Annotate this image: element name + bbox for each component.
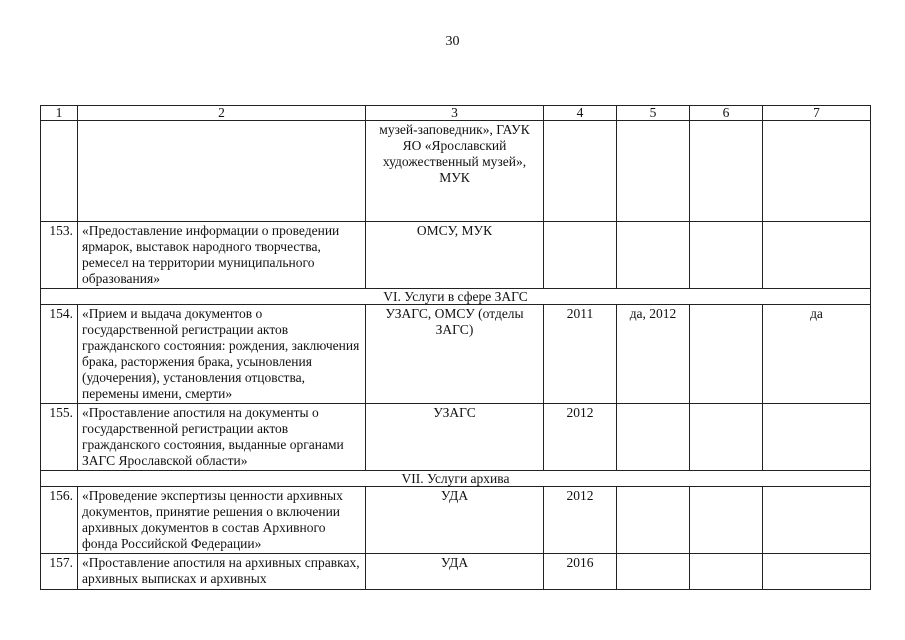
service-name	[78, 305, 366, 404]
section-title: VI. Услуги в сфере ЗАГС	[41, 289, 871, 305]
col5-cell-text: да, 2012	[629, 306, 677, 321]
col6-cell	[690, 222, 763, 289]
col6-cell	[690, 554, 763, 590]
col5-cell	[617, 487, 690, 554]
row-number-text: 154.	[49, 306, 73, 321]
service-name	[78, 404, 366, 471]
table-row	[41, 404, 871, 471]
row-number	[41, 305, 78, 404]
col6-cell	[690, 487, 763, 554]
column-header-7: 7	[763, 106, 871, 121]
service-name	[78, 121, 366, 222]
column-header-6: 6	[690, 106, 763, 121]
column-header-5: 5	[617, 106, 690, 121]
row-number-text: 156.	[49, 488, 73, 503]
table-body	[41, 106, 871, 590]
column-header-2: 2	[78, 106, 366, 121]
column-header-3: 3	[366, 106, 544, 121]
year-cell	[544, 222, 617, 289]
col5-cell	[617, 222, 690, 289]
col7-cell-text: да	[810, 306, 823, 321]
col7-cell	[763, 554, 871, 590]
row-number	[41, 404, 78, 471]
section-header-row	[41, 289, 871, 305]
table-row	[41, 222, 871, 289]
year-cell-text: 2011	[566, 306, 594, 321]
row-number	[41, 222, 78, 289]
year-cell	[544, 554, 617, 590]
provider	[366, 305, 544, 404]
provider-text: УЗАГС	[433, 405, 476, 420]
column-header-4: 4	[544, 106, 617, 121]
provider-text: ОМСУ, МУК	[416, 223, 493, 238]
services-table	[40, 105, 871, 590]
column-header-1: 1	[41, 106, 78, 121]
row-number	[41, 121, 78, 222]
table-header-row	[41, 106, 871, 121]
col7-cell	[763, 487, 871, 554]
year-cell-text: 2016	[566, 555, 594, 570]
table-row	[41, 554, 871, 590]
row-number	[41, 554, 78, 590]
year-cell-text: 2012	[566, 405, 594, 420]
col5-cell	[617, 305, 690, 404]
provider-text: музей-заповедник», ГАУК ЯО «Ярославский художественный музей», МУК	[379, 122, 530, 185]
table-row	[41, 487, 871, 554]
service-name-text: «Проведение экспертизы ценности архивных документов, принятие решения о включении архивных документов в состав Архивного фонда Российской Федерации»	[82, 488, 343, 551]
provider	[366, 404, 544, 471]
col7-cell	[763, 305, 871, 404]
section-title: VII. Услуги архива	[41, 471, 871, 487]
row-number	[41, 487, 78, 554]
year-cell	[544, 121, 617, 222]
provider-text: УДА	[440, 555, 469, 570]
col6-cell	[690, 305, 763, 404]
year-cell	[544, 404, 617, 471]
service-name	[78, 487, 366, 554]
service-name-text: «Проставление апостиля на документы о государственной регистрации актов гражданского состояния, выданные органами ЗАГС Ярославской области»	[82, 405, 344, 468]
service-name-text: «Предоставление информации о проведении ярмарок, выставок народного творчества, ремесел на территории муниципального образования»	[82, 223, 340, 286]
provider	[366, 121, 544, 222]
provider	[366, 487, 544, 554]
service-name-text: «Проставление апостиля на архивных справках, архивных выписках и архивных	[82, 555, 360, 586]
col7-cell	[763, 404, 871, 471]
section-header-row	[41, 471, 871, 487]
row-number-text: 153.	[49, 223, 73, 238]
year-cell	[544, 487, 617, 554]
col6-cell	[690, 404, 763, 471]
col5-cell	[617, 121, 690, 222]
col7-cell	[763, 121, 871, 222]
provider-text: УЗАГС, ОМСУ (отделы ЗАГС)	[385, 306, 524, 337]
provider	[366, 554, 544, 590]
provider	[366, 222, 544, 289]
table-row	[41, 121, 871, 222]
col5-cell	[617, 554, 690, 590]
year-cell	[544, 305, 617, 404]
row-number-text: 157.	[49, 555, 73, 570]
col6-cell	[690, 121, 763, 222]
row-number-text: 155.	[49, 405, 73, 420]
table-row	[41, 305, 871, 404]
page-number: 30	[445, 34, 460, 49]
service-name	[78, 222, 366, 289]
provider-text: УДА	[440, 488, 469, 503]
col5-cell	[617, 404, 690, 471]
service-name	[78, 554, 366, 590]
service-name-text: «Прием и выдача документов о государственной регистрации актов гражданского состояния: рождения, заключения брака, расторжения брака, усыновления (удочерения), установления отцовства, перемены имени, смерти»	[82, 306, 360, 401]
year-cell-text: 2012	[566, 488, 594, 503]
col7-cell	[763, 222, 871, 289]
